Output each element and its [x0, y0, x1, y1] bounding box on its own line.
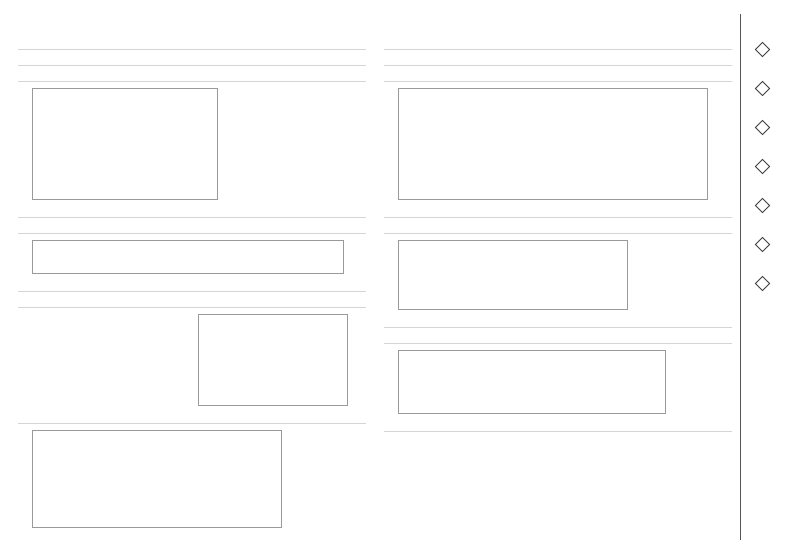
page-footer-left [18, 514, 366, 532]
diamond-icon [755, 42, 771, 58]
diamond-icon [755, 81, 771, 97]
question-text [384, 422, 732, 432]
section-heading [384, 40, 732, 50]
question-text [18, 40, 366, 50]
question-text [384, 56, 732, 66]
figure-line-chart [32, 88, 218, 200]
diamond-icon [755, 120, 771, 136]
right-column [384, 40, 732, 438]
binding-strip [740, 14, 784, 540]
figure-nerve-diagram [32, 240, 344, 274]
question-text [18, 224, 366, 234]
question-text [18, 414, 366, 424]
question-text [18, 282, 366, 292]
question-text [18, 56, 366, 66]
question-text [384, 72, 732, 82]
figure-bar-charts [398, 350, 666, 414]
question-text [384, 208, 732, 218]
page-footer-right [384, 514, 732, 532]
diamond-icon [755, 276, 771, 292]
diamond-icon [755, 237, 771, 253]
diamond-icon [755, 198, 771, 214]
question-text [384, 334, 732, 344]
question-text [18, 208, 366, 218]
question-text [384, 318, 732, 328]
question-text [384, 224, 732, 234]
figure-membrane-diagram [398, 88, 708, 200]
binding-marks [741, 14, 784, 289]
question-text [18, 298, 366, 308]
left-column [18, 40, 366, 536]
question-text [18, 72, 366, 82]
figure-pedigree [398, 240, 628, 310]
figure-population-curve [198, 314, 348, 406]
diamond-icon [755, 159, 771, 175]
